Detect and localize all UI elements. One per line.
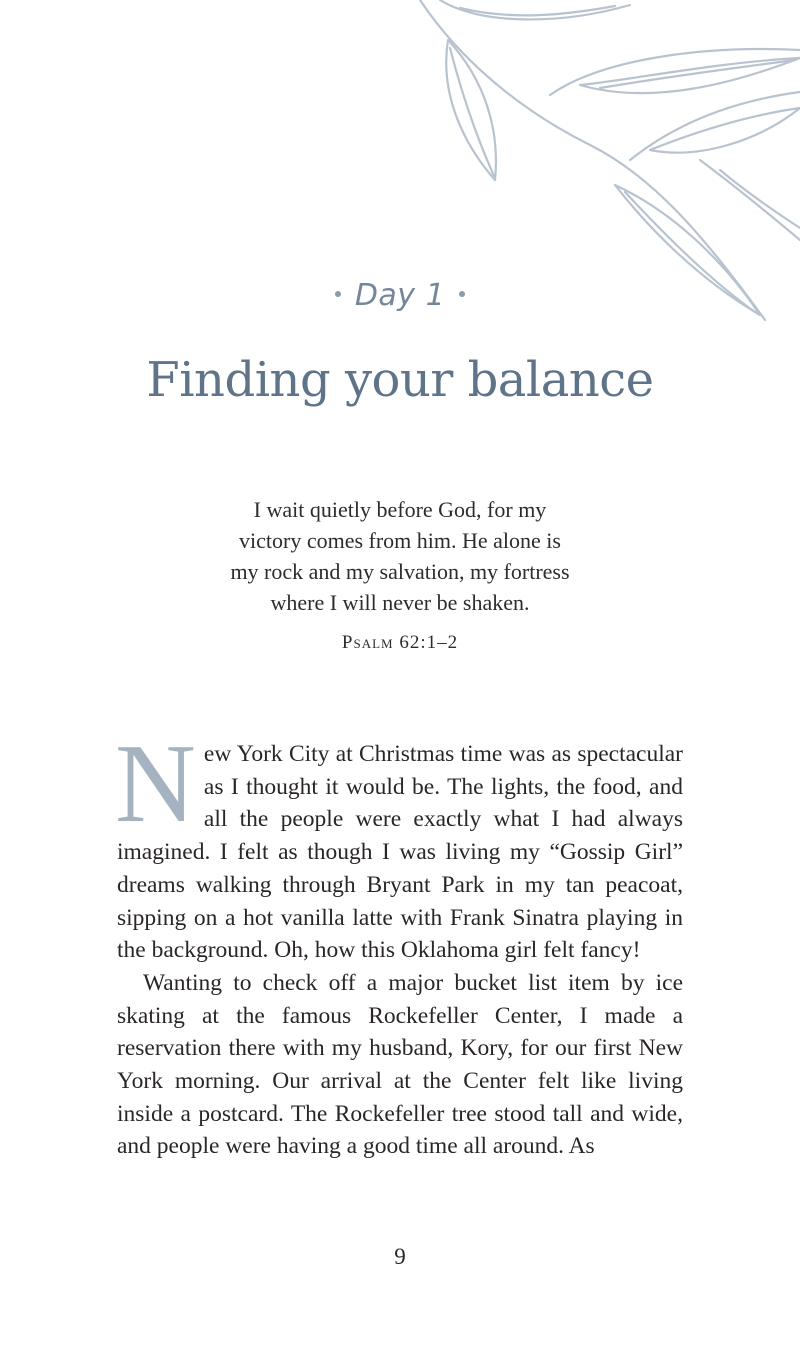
- scripture-verse: [150, 494, 650, 618]
- body-text: [115, 722, 683, 1163]
- verse-line: I wait quietly before God, for my: [253, 497, 547, 522]
- page-title: Finding your balance: [146, 352, 654, 408]
- page-number: 9: [394, 1244, 406, 1269]
- verse-citation: Psalm 62:1–2: [341, 632, 459, 653]
- bullet-dot-icon: [335, 291, 341, 297]
- drop-cap: N: [115, 722, 196, 846]
- paragraph: Wanting to check off a major bucket list item by ice skating at the famous Rockefeller Center, I made a reservation there with my husband, Kory, for our first New York morning. Our arrival at the Center felt like living inside a postcard. The Rockefeller tree stood tall and wide, and people were having a good time all around. As: [117, 969, 683, 1160]
- paragraph: [115, 722, 683, 967]
- paragraph-text: ew York City at Christmas time was as spectacular as I thought it would be. The lights, the food, and all the people were exactly what I had always imagined. I felt as though I was living my “Gossip Girl” dreams walking through Bryant Park in my tan peacoat, sipping on a hot vanilla latte with Frank Sinatra playing in the background. Oh, how this Oklahoma girl felt fancy!: [117, 741, 683, 964]
- verse-line: victory comes from him. He alone is: [239, 528, 561, 553]
- verse-line: my rock and my salvation, my fortress: [230, 559, 570, 584]
- day-label-text: Day 1: [354, 278, 446, 313]
- verse-line: where I will never be shaken.: [270, 590, 530, 615]
- day-label: [0, 278, 800, 313]
- bullet-dot-icon: [459, 291, 465, 297]
